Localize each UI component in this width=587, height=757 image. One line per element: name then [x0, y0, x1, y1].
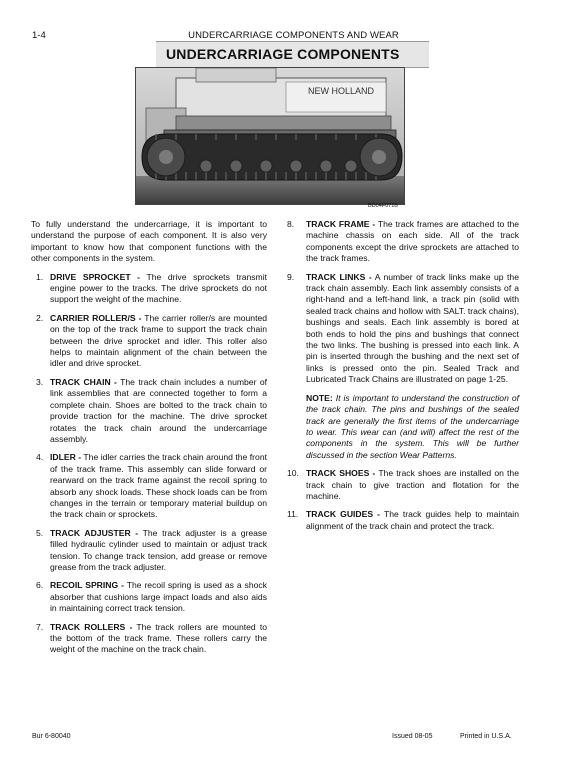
- item-number: 5.: [36, 527, 44, 538]
- list-item: [287, 272, 519, 386]
- item-number: 6.: [36, 580, 44, 591]
- footer-printed: Printed in U.S.A.: [460, 733, 512, 740]
- note-paragraph: [306, 393, 519, 461]
- item-number: 8.: [287, 219, 295, 229]
- item-text: The drive sprockets transmit engine power to the tracks. The drive sprockets do not support the weight of the machine.: [50, 271, 268, 305]
- right-column: [287, 219, 519, 539]
- item-text: The track shoes are installed on the track chain to give traction and flotation for the machine.: [306, 468, 519, 501]
- item-term: TRACK FRAME -: [306, 219, 376, 229]
- list-item: [31, 313, 267, 370]
- item-term: IDLER -: [50, 452, 82, 463]
- running-header: UNDERCARRIAGE COMPONENTS AND WEAR: [188, 30, 399, 41]
- list-item: [287, 219, 519, 265]
- undercarriage-photo: [135, 67, 405, 205]
- item-text: A number of track links make up the track chain assembly. Each link assembly consists of a right-hand and a left-hand link, a track pin (solid with sealed track chains and hollow with SALT. track chains), bushings and seals. Each link assembly is bored at both ends to hold the pins and bushings that connect the two links. The bushing is pressed into each link. A pin is inserted through the bushing and the next set of links is pressed onto the pin. Sealed Track and Lubricated Track Chains are illustrated on page 1-25.: [306, 271, 519, 385]
- item-term: CARRIER ROLLER/S -: [50, 312, 142, 323]
- list-item: [31, 377, 267, 445]
- left-column: [31, 219, 267, 663]
- item-term: TRACK SHOES -: [306, 468, 376, 479]
- item-term: TRACK CHAIN -: [50, 376, 117, 387]
- item-number: 7.: [36, 621, 44, 632]
- item-text: The carrier roller/s are mounted on the top of the track frame to support the track chain between the drive sprocket and idler. This roller also helps to maintain alignment of the chain between the idler and drive sprocket.: [50, 312, 268, 369]
- item-number: 2.: [36, 312, 44, 323]
- note-text: It is important to understand the construction of the track chain. The pins and bushings of the sealed track are generally the first items of the undercarriage to wear. This wear can (and will) affect the rest of the components in the system. This will be further discussed in the section Wear Patterns.: [306, 392, 519, 460]
- item-term: TRACK GUIDES -: [306, 509, 381, 520]
- list-item: [287, 468, 519, 502]
- item-term: TRACK ROLLERS -: [50, 621, 133, 632]
- list-item: [31, 580, 267, 614]
- item-number: 9.: [287, 271, 295, 282]
- footer-doc-number: Bur 6-80040: [32, 733, 71, 740]
- note-label: NOTE:: [306, 392, 333, 403]
- item-term: TRACK LINKS -: [306, 271, 372, 282]
- list-item: [287, 509, 519, 532]
- intro-paragraph: To fully understand the undercarriage, it is important to understand the purpose of each component. It is also very important to know how that component functions with the other components in the system.: [31, 219, 267, 264]
- item-text: The recoil spring is used as a shock absorber that cushions large impact loads and also aids in maintaining correct track tension.: [50, 580, 267, 614]
- item-text: The idler carries the track chain around the front of the track frame. This assembly can slide forward or rearward on the track frame against the recoil spring to absorb any shock loads. These shock loads can be from changes in the terrain or temporary material buildup on the track chain or sprockets.: [50, 452, 267, 520]
- list-item: [31, 622, 267, 656]
- item-term: TRACK ADJUSTER -: [50, 527, 139, 538]
- item-number: 11.: [287, 509, 299, 520]
- item-number: 1.: [36, 271, 44, 282]
- item-number: 4.: [36, 452, 44, 463]
- item-term: RECOIL SPRING -: [50, 580, 124, 591]
- section-title-bar: [156, 41, 429, 68]
- item-number: 3.: [36, 376, 44, 387]
- footer-issued: Issued 08-05: [392, 733, 433, 740]
- item-text: The track guides help to maintain alignment of the track chain and protect the track.: [306, 509, 519, 531]
- figure-code: BD04F071B: [368, 203, 398, 209]
- machine-logo: NEW HOLLAND: [308, 86, 375, 96]
- list-item: [31, 528, 267, 574]
- item-text: The track rollers are mounted to the bottom of the track frame. These rollers carry the weight of the machine on the track chain.: [50, 621, 267, 655]
- section-title: UNDERCARRIAGE COMPONENTS: [166, 46, 400, 62]
- item-term: DRIVE SPROCKET -: [50, 271, 141, 282]
- page-number: 1-4: [32, 30, 46, 41]
- item-text: The track adjuster is a grease filled hydraulic cylinder used to maintain or adjust track tension. To change track tension, add grease or remove grease from the track adjuster.: [50, 527, 267, 572]
- item-text: The track chain includes a number of link assemblies that are connected together to form a complete chain. Shoes are bolted to the track chain to provide traction for the machine. The drive sprocket rotates the track chain around the undercarriage assembly.: [50, 376, 267, 444]
- list-item: [31, 272, 267, 306]
- item-number: 10.: [287, 468, 299, 479]
- item-text: The track frames are attached to the machine chassis on each side. All of the track components except the drive sprockets are attached to the track frames.: [306, 219, 520, 264]
- list-item: [31, 452, 267, 520]
